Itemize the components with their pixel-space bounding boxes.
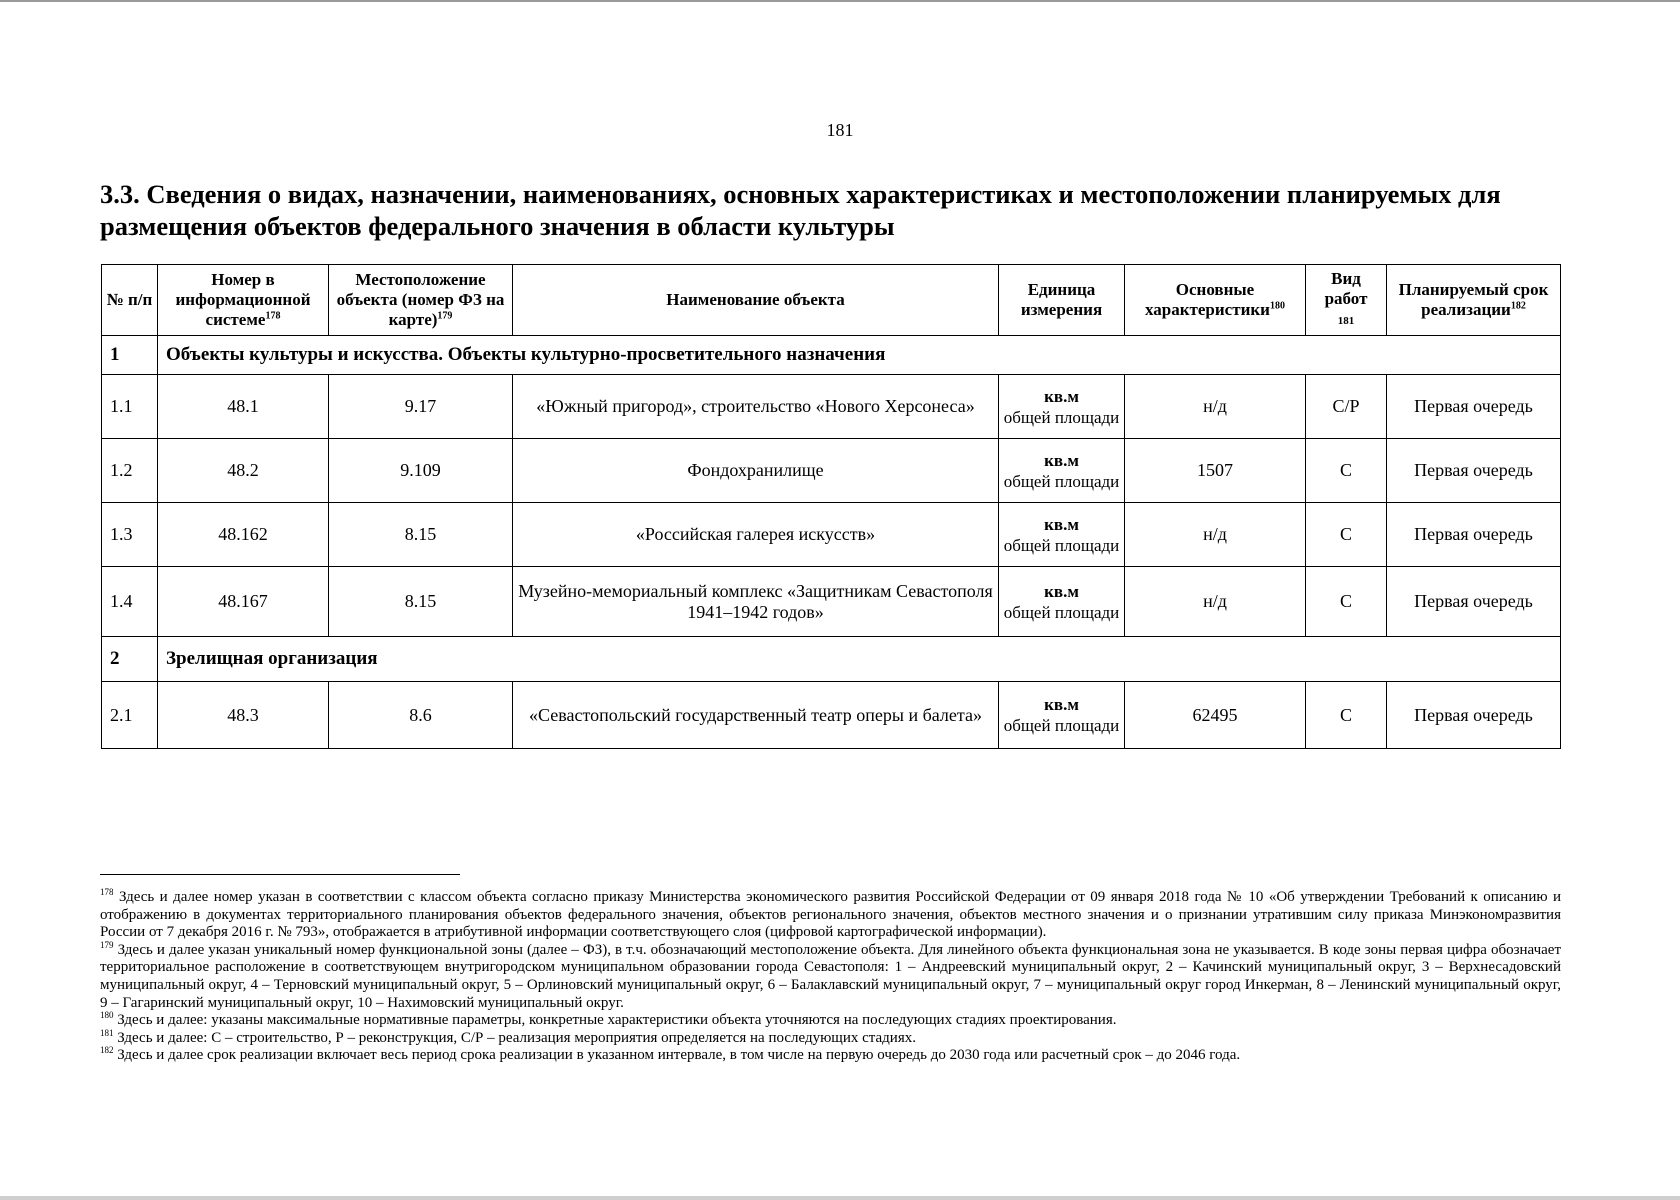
cell-work-type: С/Р (1306, 375, 1387, 439)
table-header-row (102, 265, 1561, 336)
page-number: 181 (826, 120, 854, 140)
header-characteristics: Основные характеристики$^{180}$ (1125, 265, 1306, 336)
cell-name: Музейно-мемориальный комплекс «Защитникам Севастополя 1941–1942 годов» (513, 567, 999, 637)
scan-bottom-edge (0, 1196, 1680, 1200)
footnote: $^{182}$ Здесь и далее срок реализации включает весь период срока реализации в указанном интервале, в том числе на первую очередь до 2030 года или расчетный срок – до 2046 года. (100, 1045, 1241, 1064)
cell-period: Первая очередь (1387, 503, 1561, 567)
cell-unit: кв.м общей площади (999, 375, 1125, 439)
cell-info-number: 48.3 (158, 682, 329, 749)
group-num: 1 (102, 336, 158, 375)
header-name: Наименование объекта (513, 265, 999, 336)
cell-num: 2.1 (102, 682, 158, 749)
cell-period: Первая очередь (1387, 375, 1561, 439)
cell-location: 9.17 (329, 375, 513, 439)
cell-characteristics: н/д (1125, 567, 1306, 637)
table-row (102, 439, 1561, 503)
footnote: $^{181}$ Здесь и далее: С – строительство, Р – реконструкция, С/Р – реализация мероприятия определяется на последующих стадиях. (100, 1027, 916, 1046)
cell-period: Первая очередь (1387, 567, 1561, 637)
footnote: $^{180}$ Здесь и далее: указаны максимальные нормативные параметры, конкретные характеристики объекта уточняются на последующих стадиях проектирования. (100, 1010, 1117, 1029)
footnote-ref: 179 (437, 310, 453, 322)
footnote-ref: 182 (1510, 300, 1526, 312)
header-num: № п/п (102, 265, 158, 336)
table-row (102, 503, 1561, 567)
cell-info-number: 48.1 (158, 375, 329, 439)
table-row (102, 682, 1561, 749)
cell-unit: кв.м общей площади (999, 439, 1125, 503)
section-title: 3.3. Сведения о видах, назначении, наименованиях, основных характеристиках и местоположении планируемых для размещения объектов федерального значения в области культуры (100, 179, 1501, 241)
cell-name: «Южный пригород», строительство «Нового Херсонеса» (513, 375, 999, 439)
cell-info-number: 48.167 (158, 567, 329, 637)
footnote: $^{179}$ Здесь и далее указан уникальный номер функциональной зоны (далее – ФЗ), в т.ч. обозначающий местоположение объекта. Для линейного объекта функциональная зона не указывается. В коде зоны первая цифра обозначает территориальное расположение в соответствующем внутригородском муниципальном образовании города Севастополя: 1 – Андреевский муниципальный округ, 2 – Качинский муниципальный округ, 3 – Верхнесадовский муниципальный округ, 4 – Терновский муниципальный округ, 5 – Орлиновский муниципальный округ, 6 – Балаклавский муниципальный округ, 7 – муниципальный округ город Инкерман, 8 – Ленинский муниципальный округ, 9 – Гагаринский муниципальный округ, 10 – Нахимовский муниципальный округ. (100, 939, 1561, 1011)
footnote-ref: 180 (1269, 300, 1285, 312)
cell-work-type: С (1306, 567, 1387, 637)
header-location: Местоположение объекта (номер ФЗ на карте)$^{179}$ (329, 265, 513, 336)
cell-num: 1.2 (102, 439, 158, 503)
group-title: Объекты культуры и искусства. Объекты культурно-просветительного назначения (158, 336, 1561, 375)
footnote-ref: 178 (265, 310, 281, 322)
cell-unit: кв.м общей площади (999, 503, 1125, 567)
cell-num: 1.4 (102, 567, 158, 637)
header-work-type: Вид работ 181 (1306, 265, 1387, 336)
cell-location: 8.6 (329, 682, 513, 749)
table-row (102, 567, 1561, 637)
footnote: $^{178}$ Здесь и далее номер указан в соответствии с классом объекта согласно приказу Министерства экономического развития Российской Федерации от 09 января 2018 года № 10 «Об утверждении Требований к описанию и отображению в документах территориального планирования объектов федерального значения, объектов регионального значения, объектов местного значения и о признании утратившим силу приказа Минэкономразвития России от 7 декабря 2016 г. № 793», отображается в атрибутивной информации соответствующего слоя (цифровой картографической информации). (100, 887, 1562, 941)
cell-location: 9.109 (329, 439, 513, 503)
cell-name: Фондохранилище (513, 439, 999, 503)
cell-work-type: С (1306, 682, 1387, 749)
group-num: 2 (102, 637, 158, 682)
scan-top-edge (0, 0, 1680, 2)
header-unit: Единица измерения (999, 265, 1125, 336)
table-row (102, 375, 1561, 439)
cell-characteristics: н/д (1125, 375, 1306, 439)
cell-characteristics: 1507 (1125, 439, 1306, 503)
objects-table (101, 264, 1561, 749)
header-info-number: Номер в информационной системе$^{178}$ (158, 265, 329, 336)
cell-characteristics: 62495 (1125, 682, 1306, 749)
cell-characteristics: н/д (1125, 503, 1306, 567)
cell-unit: кв.м общей площади (999, 567, 1125, 637)
cell-location: 8.15 (329, 503, 513, 567)
cell-info-number: 48.2 (158, 439, 329, 503)
cell-info-number: 48.162 (158, 503, 329, 567)
cell-period: Первая очередь (1387, 682, 1561, 749)
cell-work-type: С (1306, 439, 1387, 503)
cell-location: 8.15 (329, 567, 513, 637)
cell-unit: кв.м общей площади (999, 682, 1125, 749)
cell-num: 1.3 (102, 503, 158, 567)
table-group-row (102, 336, 1561, 375)
footnote-ref: 181 (1337, 315, 1355, 327)
cell-name: «Севастопольский государственный театр оперы и балета» (513, 682, 999, 749)
footnotes (100, 889, 1561, 1065)
cell-period: Первая очередь (1387, 439, 1561, 503)
cell-name: «Российская галерея искусств» (513, 503, 999, 567)
header-period: Планируемый срок реализации$^{182}$ (1387, 265, 1561, 336)
footnote-separator (100, 874, 460, 875)
table-group-row (102, 637, 1561, 682)
cell-work-type: С (1306, 503, 1387, 567)
cell-num: 1.1 (102, 375, 158, 439)
group-title: Зрелищная организация (158, 637, 1561, 682)
